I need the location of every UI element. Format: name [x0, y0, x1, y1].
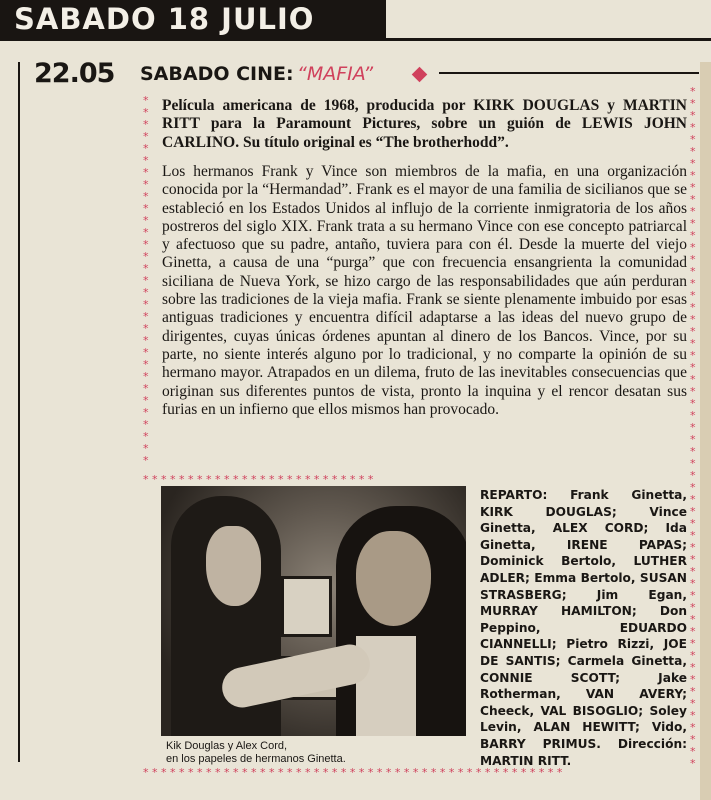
- actor-face: [356, 531, 431, 626]
- cast-list: REPARTO: Frank Ginetta, KIRK DOUGLAS; Vince Ginetta, ALEX CORD; Ida Ginetta, IRENE PAPAS; Dominick Bertolo, LUTHER ADLER; Emma Bertolo, SUSAN STRASBERG; Jim Egan, MURRAY HAMILTON; Don Peppino, EDUARDO CIANNELLI; Pietro Rizzi, JOE DE SANTIS; Carmela Ginetta, CONNIE SCOTT; Jake Rotherman, VAN AVERY; Cheeck, VAL BISOGLIO; Soley Levin, ALAN HEWITT; Vido, BARRY PRIMUS. Dirección: MARTIN RITT.: [480, 488, 687, 768]
- caption-line: Kik Douglas y Alex Cord,: [166, 740, 288, 752]
- program-section: SABADO CINE:: [140, 63, 294, 85]
- film-still-photo: [161, 486, 466, 736]
- box-border-left: [18, 62, 20, 762]
- star-border-bottom: * * * * * * * * * * * * * * * * * * * * * * * * * * * * * * * * * * * * * * * * * * * * * * *: [143, 766, 563, 779]
- header-rule: [0, 38, 711, 41]
- film-synopsis: Los hermanos Frank y Vince son miembros de la mafia, en una organización conocida por la “Hermandad”. Frank es el mayor de una familia de sicilianos que se estableció en los Estados Unidos al influjo de la corriente inmigratoria de los años postreros del siglo XIX. Frank trata a su hermano Vince con ese concepto patriarcal y afectuoso que su padre, antaño, tuviera para con él. Desde la muerte del viejo Ginetta, a causa de una “purga” que con frecuencia ensangrienta la comunidad siciliana de Nueva York, se hizo cargo de las responsabilidades que aún perduran sobre las tradiciones de la vieja mafia. Frank se siente plenamente imbuido por esas antiguas tradiciones y encuentra difícil adaptarse a las ideas del nuevo grupo de dirigentes, cuyas únicas órdenes apuntan al dinero de los Bancos. Vince, por su parte, no siente interés alguno por lo tradicional, y no comparte la opinión de su hermano mayor. Atrapados en un dilema, fruto de las inevitables consecuencias que originan sus diferentes puntos de vista, pronto la inquina y el rencor desatan sus furias en un infierno que ellos mismos han provocado.: [162, 163, 687, 418]
- page-title: SABADO 18 JULIO: [14, 2, 315, 36]
- film-title: “MAFIA”: [297, 63, 374, 85]
- header-bar: [0, 0, 386, 38]
- wall-picture: [281, 576, 332, 637]
- photo-caption: [166, 740, 456, 766]
- star-border-right: * * * * * * * * * * * * * * * * * * * * * * * * * * * * * * * * * * * * * * * * * * * * * * * * * * * * * * * * *: [690, 85, 696, 770]
- page-edge: [700, 62, 711, 800]
- diamond-icon: [412, 67, 428, 83]
- box-border-top: [439, 72, 699, 74]
- caption-line: en los papeles de hermanos Ginetta.: [166, 753, 346, 765]
- film-intro: Película americana de 1968, producida por KIRK DOUGLAS y MARTIN RITT para la Paramount Pictures, sobre un guión de LEWIS JOHN CARLINO. Su título original es “The brotherhodd”.: [162, 97, 687, 151]
- actor-face: [206, 526, 261, 606]
- program-time: 22.05: [34, 58, 115, 89]
- star-border-left: * * * * * * * * * * * * * * * * * * * * * * * * * * * * * * *: [143, 94, 149, 467]
- star-divider: * * * * * * * * * * * * * * * * * * * * * * * * * *: [143, 473, 374, 486]
